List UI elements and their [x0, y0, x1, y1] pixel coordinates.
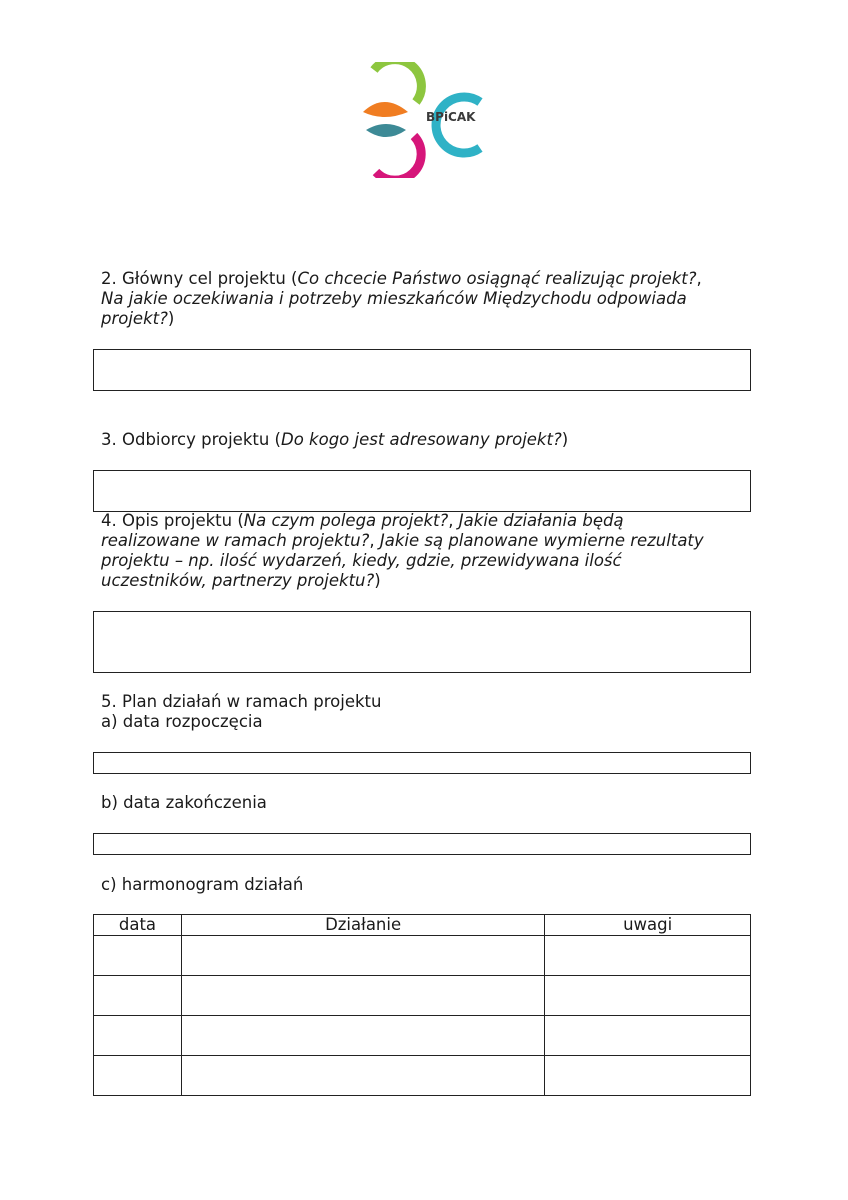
logo-teal-lens — [366, 124, 406, 137]
project-description-field[interactable] — [93, 611, 751, 673]
logo-orange-lens — [363, 102, 408, 117]
schedule-cell-notes[interactable] — [545, 1056, 751, 1096]
end-date-field[interactable] — [93, 833, 751, 855]
table-row — [94, 936, 751, 976]
start-date-field[interactable] — [93, 752, 751, 774]
schedule-label: c) harmonogram działań — [101, 875, 304, 894]
section-3-heading: 3. Odbiorcy projektu (Do kogo jest adresowany projekt?) — [101, 430, 569, 449]
schedule-cell-notes[interactable] — [545, 976, 751, 1016]
schedule-cell-action[interactable] — [181, 976, 544, 1016]
schedule-header-row — [94, 915, 751, 936]
section-4-heading: 4. Opis projektu (Na czym polega projekt?, Jakie działania będą — [101, 511, 624, 530]
section-4-hint-line3: projektu – np. ilość wydarzeń, kiedy, gdzie, przewidywana ilość — [101, 551, 622, 570]
section-2-hint-line2: Na jakie oczekiwania i potrzeby mieszkańców Międzychodu odpowiada — [101, 289, 687, 308]
schedule-cell-date[interactable] — [94, 1056, 182, 1096]
end-date-label: b) data zakończenia — [101, 793, 267, 812]
logo-wordmark: BPiCAK — [426, 110, 476, 124]
section-4-hint-line2: realizowane w ramach projektu?, Jakie są planowane wymierne rezultaty — [101, 531, 704, 550]
table-row — [94, 1056, 751, 1096]
start-date-label: a) data rozpoczęcia — [101, 712, 263, 731]
schedule-cell-action[interactable] — [181, 1016, 544, 1056]
schedule-cell-action[interactable] — [181, 1056, 544, 1096]
schedule-cell-notes[interactable] — [545, 936, 751, 976]
logo-blue-c — [436, 97, 480, 153]
main-goal-field[interactable] — [93, 349, 751, 391]
schedule-header-notes: uwagi — [545, 915, 751, 936]
section-2-hint-line3: projekt?) — [101, 309, 175, 328]
schedule-cell-date[interactable] — [94, 976, 182, 1016]
schedule-header-action: Działanie — [181, 915, 544, 936]
section-5-heading: 5. Plan działań w ramach projektu — [101, 692, 382, 711]
schedule-cell-action[interactable] — [181, 936, 544, 976]
section-2-heading: 2. Główny cel projektu (Co chcecie Państwo osiągnąć realizując projekt?, — [101, 269, 702, 288]
logo-green-arc — [374, 62, 421, 102]
schedule-table — [93, 914, 751, 1096]
schedule-cell-notes[interactable] — [545, 1016, 751, 1056]
recipients-field[interactable] — [93, 470, 751, 512]
table-row — [94, 1016, 751, 1056]
schedule-header-date: data — [94, 915, 182, 936]
schedule-cell-date[interactable] — [94, 1016, 182, 1056]
schedule-cell-date[interactable] — [94, 936, 182, 976]
logo-magenta-arc — [376, 136, 421, 178]
section-4-hint-line4: uczestników, partnerzy projektu?) — [101, 571, 381, 590]
table-row — [94, 976, 751, 1016]
